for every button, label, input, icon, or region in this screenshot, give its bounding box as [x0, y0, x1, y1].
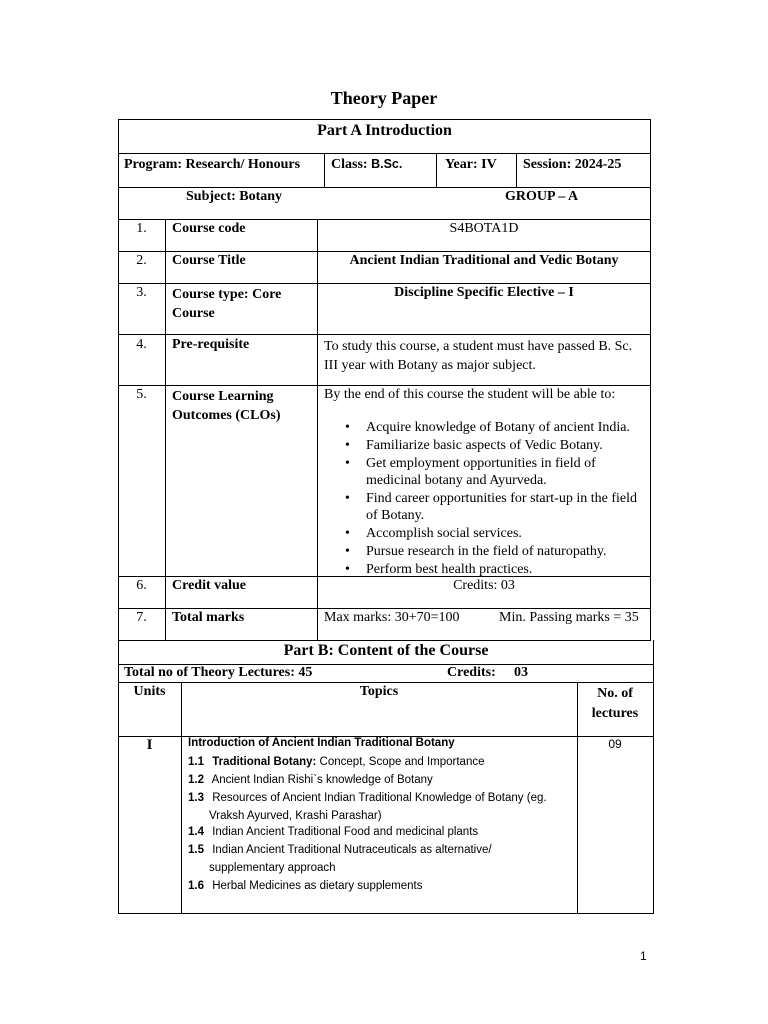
course-type-label [172, 285, 281, 323]
clo-label-line: Course Learning [172, 389, 274, 404]
prerequisite-value [324, 337, 632, 375]
total-lectures: Total no of Theory Lectures: 45 [124, 665, 313, 680]
clo-label-line: Outcomes (CLOs) [172, 408, 281, 423]
topic-item [188, 877, 423, 895]
prerequisite-label: Pre-requisite [172, 337, 250, 352]
class-field [331, 157, 402, 173]
topic-text-continued: Vraksh Ayurved, Krashi Parashar) [209, 810, 382, 822]
clo-item: • Find career opportunities for start-up in the field of Botany. [324, 490, 646, 524]
class-label: Class: [331, 157, 368, 172]
topic-item [188, 841, 492, 877]
topic-text: Concept, Scope and Importance [316, 756, 485, 768]
clo-item: • Familiarize basic aspects of Vedic Botany. [324, 437, 646, 454]
page-number: 1 [640, 949, 647, 963]
course-code-value: S4BOTA1D [449, 221, 519, 236]
part-b-heading: Part B: Content of the Course [283, 642, 489, 659]
clo-item: • Get employment opportunities in field of medicinal botany and Ayurveda. [324, 455, 646, 489]
page-title: Theory Paper [330, 88, 438, 108]
course-title-label: Course Title [172, 253, 246, 268]
course-title-value: Ancient Indian Traditional and Vedic Botany [349, 253, 619, 268]
topic-item [188, 771, 433, 789]
topic-number: 1.5 [188, 844, 204, 856]
row-number: 1. [136, 221, 147, 236]
course-type-label-line: Course type: Core [172, 287, 282, 302]
clo-item: • Acquire knowledge of Botany of ancient India. [324, 419, 646, 436]
row-number: 3. [136, 285, 147, 300]
topic-number: 1.3 [188, 792, 204, 804]
clo-item: • Pursue research in the field of naturopathy. [324, 543, 646, 560]
topic-number: 1.1 [188, 756, 204, 768]
year-label: Year: IV [445, 157, 497, 172]
credits-label: Credits: [447, 665, 496, 680]
credit-value-label: Credit value [172, 578, 247, 593]
topic-bold-text: Traditional Botany: [212, 756, 317, 768]
credit-value: Credits: 03 [453, 578, 515, 593]
col-header-topics: Topics [359, 684, 399, 699]
session-label: Session: 2024-25 [523, 157, 622, 172]
program-label: Program: Research/ Honours [124, 157, 301, 172]
col-header-lectures-line: lectures [591, 706, 639, 721]
topic-text: Herbal Medicines as dietary supplements [212, 880, 423, 892]
topic-text: Ancient Indian Rishi`s knowledge of Botany [211, 774, 433, 786]
topic-number: 1.4 [188, 826, 204, 838]
col-header-lectures-line: No. of [597, 686, 633, 701]
clo-item: • Perform best health practices. [324, 561, 646, 578]
course-type-value: Discipline Specific Elective – I [394, 285, 574, 300]
max-marks: Max marks: 30+70=100 [324, 610, 460, 625]
topic-text-continued: supplementary approach [209, 862, 336, 874]
credits-value: 03 [514, 665, 528, 680]
topic-item [188, 789, 547, 825]
row-number: 4. [136, 337, 147, 352]
prerequisite-line: III year with Botany as major subject. [324, 358, 536, 373]
topic-item [188, 753, 485, 771]
class-value: B.Sc. [371, 157, 403, 171]
topic-number: 1.2 [188, 774, 204, 786]
course-type-label-line: Course [172, 306, 215, 321]
clo-intro: By the end of this course the student will be able to: [324, 387, 616, 402]
col-header-units: Units [133, 684, 166, 699]
topic-text: Indian Ancient Traditional Nutraceuticals as alternative/ [212, 844, 492, 856]
clo-label [172, 387, 281, 425]
part-a-heading: Part A Introduction [317, 122, 452, 139]
col-header-lectures [577, 684, 653, 724]
clo-item: • Accomplish social services. [324, 525, 646, 542]
unit-lectures: 09 [608, 737, 622, 751]
topic-number: 1.6 [188, 880, 204, 892]
total-marks-label: Total marks [172, 610, 245, 625]
topic-text: Resources of Ancient Indian Traditional Knowledge of Botany (eg. [212, 792, 547, 804]
clo-list [324, 419, 646, 578]
topic-item [188, 823, 478, 841]
prerequisite-line: To study this course, a student must have passed B. Sc. [324, 339, 633, 354]
topic-text: Indian Ancient Traditional Food and medicinal plants [212, 826, 479, 838]
row-number: 5. [136, 387, 147, 402]
unit-heading: Introduction of Ancient Indian Traditional Botany [188, 737, 455, 749]
group-label: GROUP – A [505, 189, 579, 204]
row-number: 7. [136, 610, 147, 625]
row-number: 6. [136, 578, 147, 593]
unit-numeral: I [146, 737, 153, 753]
min-passing-marks: Min. Passing marks = 35 [499, 610, 639, 625]
row-number: 2. [136, 253, 147, 268]
course-code-label: Course code [172, 221, 246, 236]
subject-label: Subject: Botany [186, 189, 283, 204]
